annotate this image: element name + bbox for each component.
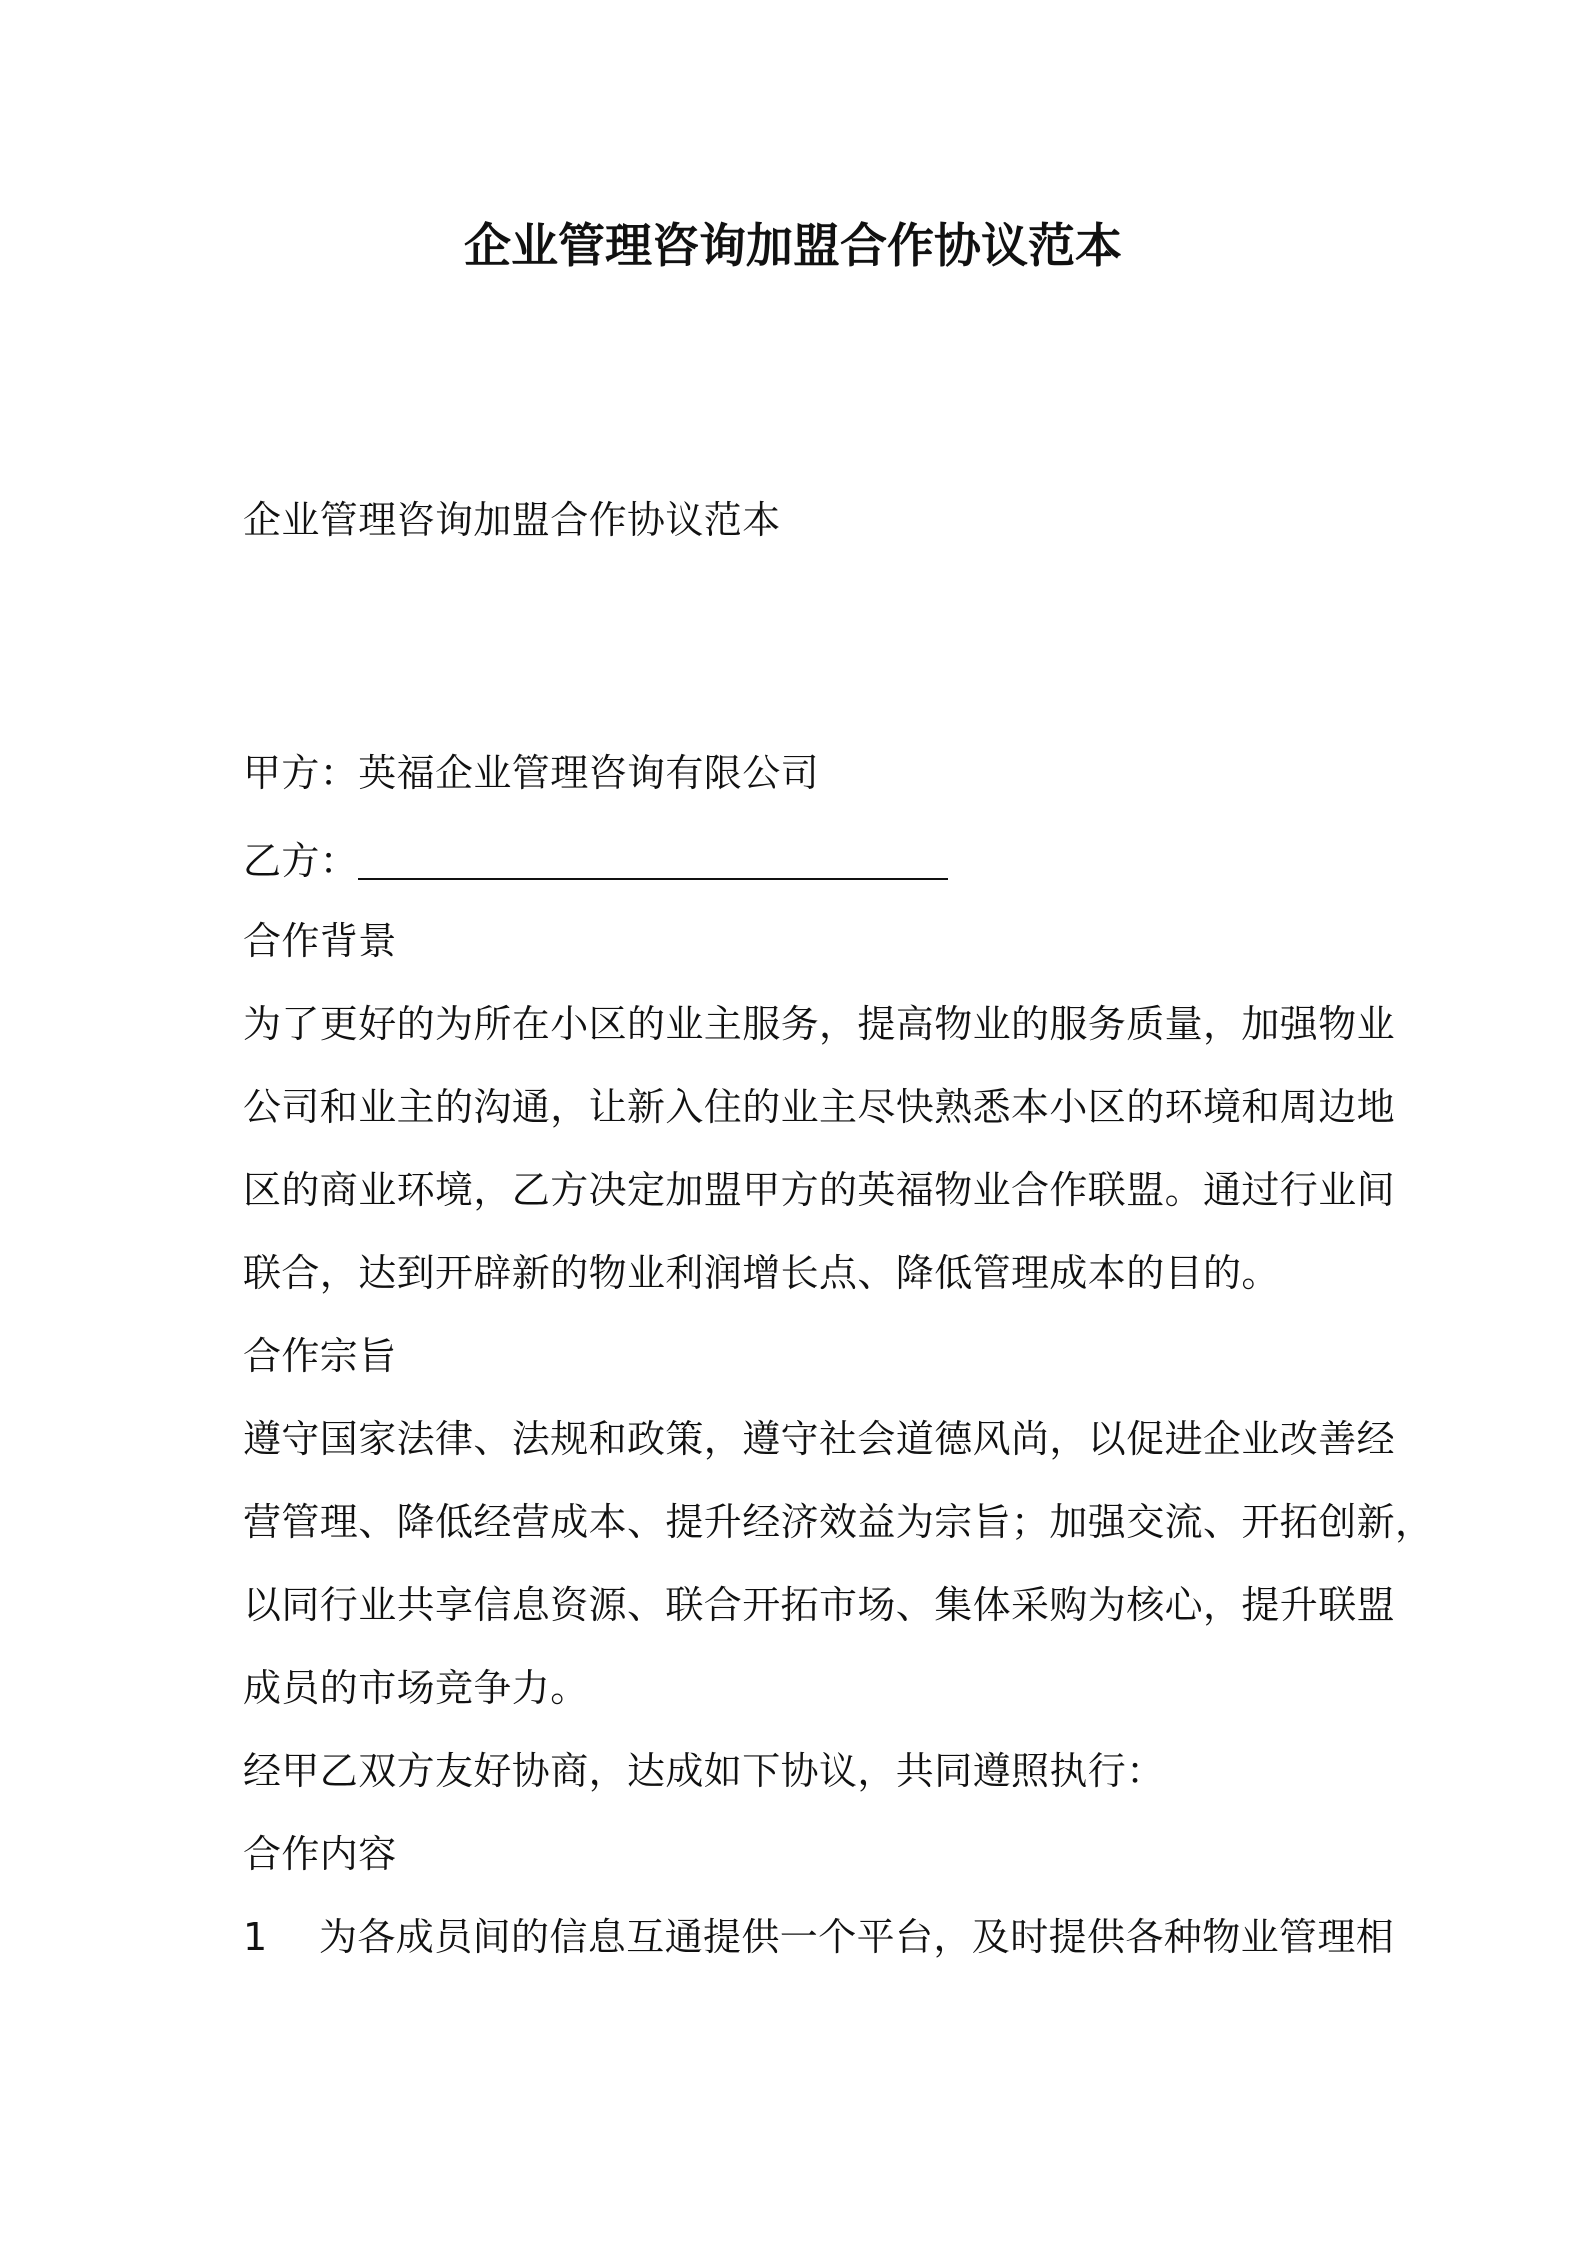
content-item-text: 为各成员间的信息互通提供一个平台，及时提供各种物业管理相 [319, 1915, 1395, 1959]
content-item-number: 1 [243, 1915, 268, 1959]
document-subtitle: 企业管理咨询加盟合作协议范本 [243, 498, 781, 542]
party-b-blank [358, 878, 948, 880]
content-heading: 合作内容 [243, 1832, 397, 1876]
purpose-line: 以同行业共享信息资源、联合开拓市场、集体采购为核心，提升联盟 [243, 1583, 1396, 1627]
background-line: 为了更好的为所在小区的业主服务，提高物业的服务质量，加强物业 [243, 1002, 1396, 1046]
purpose-line: 成员的市场竞争力。 [243, 1666, 589, 1710]
background-heading: 合作背景 [243, 919, 397, 963]
purpose-line: 遵守国家法律、法规和政策，遵守社会道德风尚，以促进企业改善经 [243, 1417, 1396, 1461]
purpose-line: 营管理、降低经营成本、提升经济效益为宗旨；加强交流、开拓创新， [243, 1500, 1434, 1544]
content-item [243, 1909, 1395, 1965]
party-b-line [243, 833, 1363, 889]
background-line: 联合，达到开辟新的物业利润增长点、降低管理成本的目的。 [243, 1251, 1280, 1295]
document-title: 企业管理咨询加盟合作协议范本 [464, 219, 1122, 274]
background-line: 公司和业主的沟通，让新入住的业主尽快熟悉本小区的环境和周边地 [243, 1085, 1396, 1129]
agreement-intro: 经甲乙双方友好协商，达成如下协议，共同遵照执行： [243, 1749, 1165, 1793]
party-b-label: 乙方： [243, 839, 359, 883]
purpose-heading: 合作宗旨 [243, 1334, 397, 1378]
party-a-line: 甲方：英福企业管理咨询有限公司 [243, 751, 820, 795]
background-line: 区的商业环境，乙方决定加盟甲方的英福物业合作联盟。通过行业间 [243, 1168, 1396, 1212]
